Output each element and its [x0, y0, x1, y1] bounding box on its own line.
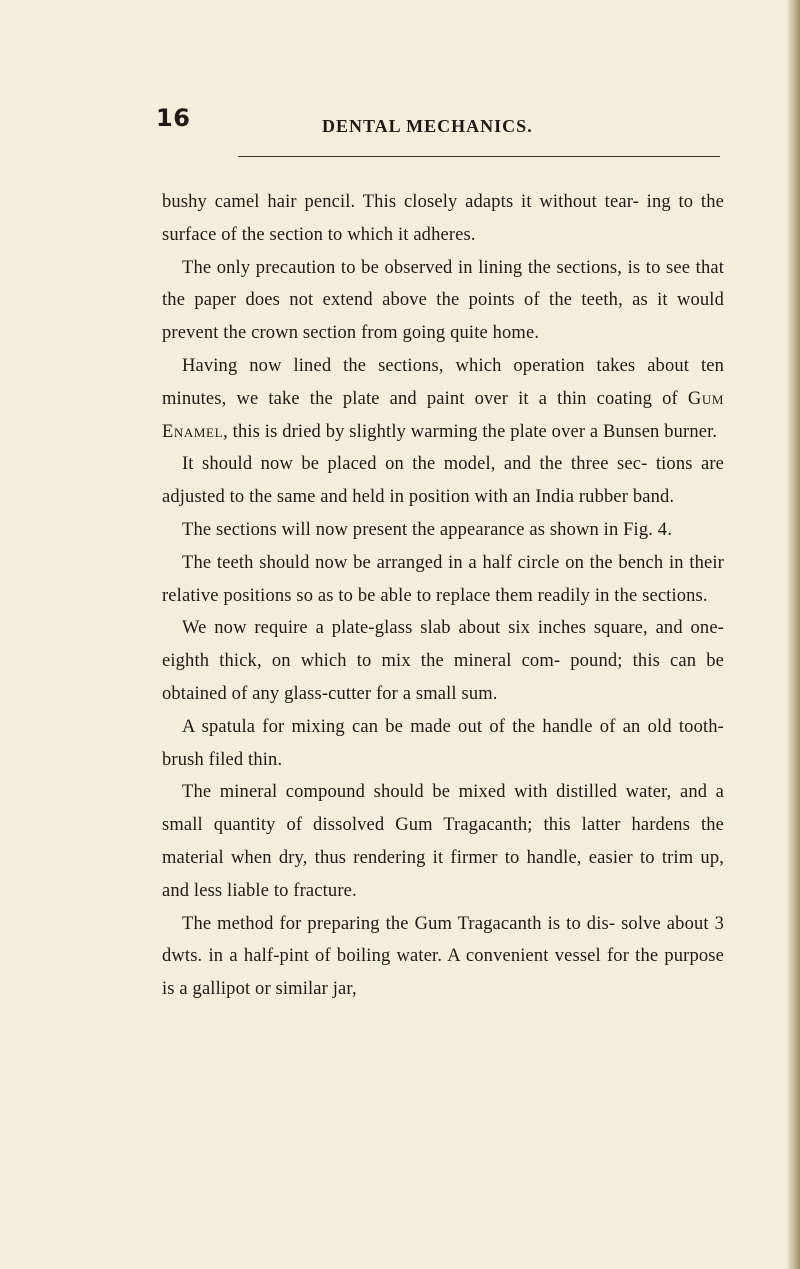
paragraph-3-after: , this is dried by slightly warming the plate over a Bunsen burner. [223, 421, 718, 442]
paragraph-2: The only precaution to be observed in lining the sections, is to see that the paper does not extend above the points of the teeth, as it would prevent the crown section from going quite home. [162, 257, 724, 344]
page-number: 16 [156, 104, 191, 132]
paragraph-7: We now require a plate-glass slab about six inches square, and one-eighth thick, on which to mix the mineral com- pound; this can be obtained of any glass-cutter for a small sum. [162, 618, 724, 704]
body-text [162, 186, 724, 1006]
paragraph-4: It should now be placed on the model, and the three sec- tions are adjusted to the same and held in position with an India rubber band. [162, 454, 724, 508]
paragraph-10: The method for preparing the Gum Tragacanth is to dis- solve about 3 dwts. in a half-pint of boiling water. A convenient vessel for the purpose is a gallipot or similar jar, [162, 913, 724, 1000]
header-rule [238, 156, 720, 157]
paragraph-8: A spatula for mixing can be made out of the handle of an old tooth-brush filed thin. [162, 716, 724, 770]
page-edge-shadow [786, 0, 800, 1269]
gum-enamel-term: Gum Enamel [162, 388, 724, 442]
paragraph-3 [162, 350, 724, 448]
paragraph-1: bushy camel hair pencil. This closely adapts it without tear- ing to the surface of the section to which it adheres. [162, 192, 724, 245]
running-head: DENTAL MECHANICS. [322, 116, 533, 136]
paragraph-6: The teeth should now be arranged in a half circle on the bench in their relative positions so as to be able to replace them readily in the sections. [162, 552, 724, 606]
paragraph-3-before: Having now lined the sections, which operation takes about ten minutes, we take the plate and paint over it a thin coating of [162, 355, 724, 409]
paragraph-9: The mineral compound should be mixed with distilled water, and a small quantity of dissolved Gum Tragacanth; this latter hardens the material when dry, thus rendering it firmer to handle, easier to trim up, and less liable to fracture. [162, 782, 724, 901]
paragraph-5: The sections will now present the appearance as shown in Fig. 4. [182, 519, 672, 540]
